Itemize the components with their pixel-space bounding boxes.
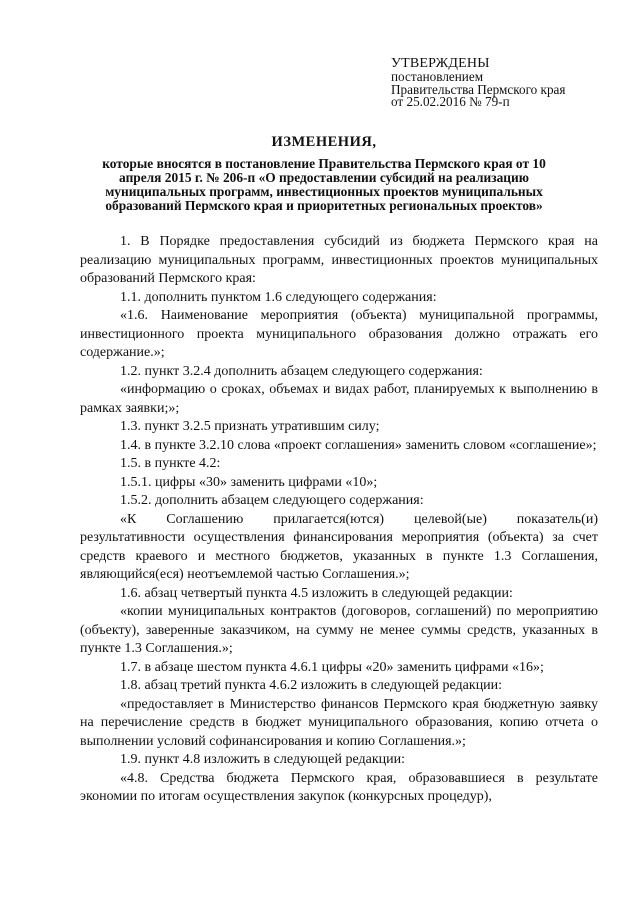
paragraph: 1.3. пункт 3.2.5 признать утратившим силу; <box>120 419 380 434</box>
document-subtitle: которые вносятся в постановление Правительства Пермского края от 10 апреля 2015 г. № 206-п «О предоставлении субсидий на реализацию муниципальных программ, инвестиционных проектов муниципальных образований Пермского края и приоритетных региональных проектов» <box>102 156 546 213</box>
approval-stamp <box>391 57 611 109</box>
paragraph: 1.2. пункт 3.2.4 дополнить абзацем следующего содержания: <box>120 363 483 379</box>
paragraph: 1. В Порядке предоставления субсидий из бюджета Пермского края на реализацию муниципальных программ, инвестиционных проектов муниципальных образований Пермского края: <box>80 234 598 286</box>
paragraph: «копии муниципальных контрактов (договоров, соглашений) по мероприятию (объекту), заверенные заказчиком, на сумму не менее суммы средств, указанных в пункте 1.3 Соглашения.»; <box>80 604 598 656</box>
paragraph: «4.8. Средства бюджета Пермского края, образовавшиеся в результате экономии по итогам осуществления закупок (конкурсных процедур), <box>80 770 598 804</box>
paragraph: 1.9. пункт 4.8 изложить в следующей редакции: <box>120 752 405 767</box>
paragraph: 1.5.1. цифры «30» заменить цифрами «10»; <box>120 474 378 490</box>
paragraph: «предоставляет в Министерство финансов Пермского края бюджетную заявку на перечисление средств в бюджет муниципального образования, копию отчета о выполнении условий софинансирования и копию Соглашения.»; <box>80 696 598 749</box>
paragraph: 1.5. в пункте 4.2: <box>120 456 221 471</box>
paragraph: 1.1. дополнить пунктом 1.6 следующего содержания: <box>120 289 437 305</box>
paragraph: «1.6. Наименование мероприятия (объекта) муниципальной программы, инвестиционного проекта муниципального образования должно отражать его содержание.»; <box>80 308 598 360</box>
paragraph: 1.6. абзац четвертый пункта 4.5 изложить в следующей редакции: <box>120 585 513 601</box>
paragraph: 1.7. в абзаце шестом пункта 4.6.1 цифры «20» заменить цифрами «16»; <box>120 659 544 675</box>
paragraph: «информацию о сроках, объемах и видах работ, планируемых к выполнению в рамках заявки;»; <box>80 382 598 416</box>
document-body <box>80 233 598 807</box>
paragraph: 1.5.2. дополнить абзацем следующего содержания: <box>120 493 424 508</box>
paragraph: 1.4. в пункте 3.2.10 слова «проект соглашения» заменить словом «соглашение»; <box>120 437 597 453</box>
approval-line: от 25.02.2016 № 79-п <box>391 94 510 110</box>
approval-line: постановлением <box>391 69 484 84</box>
document-title: ИЗМЕНЕНИЯ, <box>271 134 377 150</box>
document-heading <box>80 134 568 213</box>
paragraph: 1.8. абзац третий пункта 4.6.2 изложить в следующей редакции: <box>120 678 503 693</box>
approval-title: УТВЕРЖДЕНЫ <box>391 56 490 71</box>
approval-line: Правительства Пермского края <box>391 81 566 97</box>
paragraph: «К Соглашению прилагается(ются) целевой(ые) показатель(и) результативности осуществления финансирования мероприятия (объекта) за счет средств краевого и местного бюджетов, указанных в пункте 1.3 Соглашения, являющийся(еся) неотъемлемой частью Соглашения.»; <box>80 511 598 582</box>
